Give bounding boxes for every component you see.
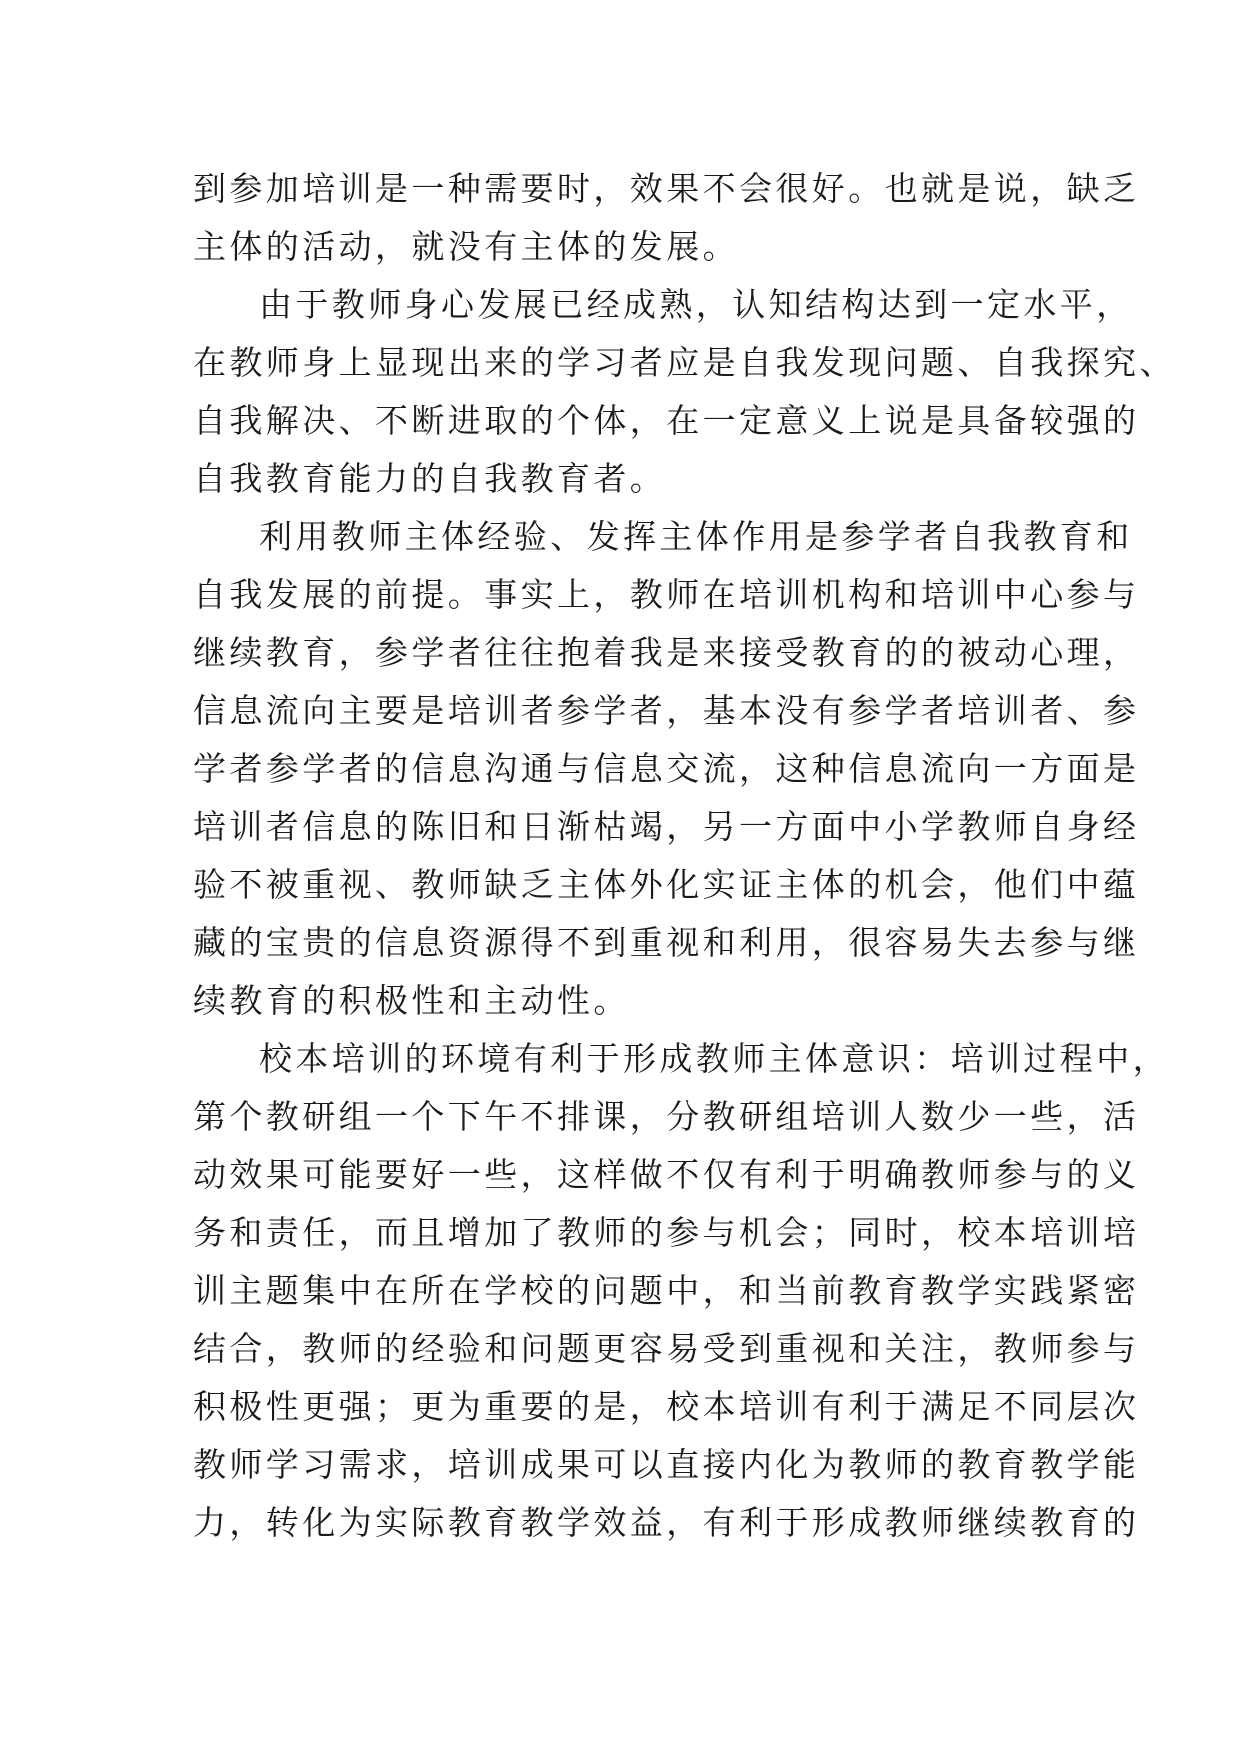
text-line: 学者参学者的信息沟通与信息交流，这种信息流向一方面是: [193, 749, 1140, 788]
text-line: 续教育的积极性和主动性。: [193, 981, 630, 1020]
text-line: 第个教研组一个下午不排课，分教研组培训人数少一些，活: [193, 1097, 1140, 1136]
text-line: 训主题集中在所在学校的问题中，和当前教育教学实践紧密: [193, 1271, 1140, 1310]
text-line: 结合，教师的经验和问题更容易受到重视和关注，教师参与: [193, 1329, 1140, 1368]
text-line: 校本培训的环境有利于形成教师主体意识：培训过程中，: [259, 1039, 1169, 1078]
text-line: 由于教师身心发展已经成熟，认知结构达到一定水平，: [259, 285, 1133, 324]
text-line: 验不被重视、教师缺乏主体外化实证主体的机会，他们中蕴: [193, 865, 1140, 904]
text-line: 务和责任，而且增加了教师的参与机会；同时，校本培训培: [193, 1213, 1140, 1252]
text-line: 继续教育，参学者往往抱着我是来接受教育的的被动心理，: [193, 633, 1140, 672]
text-line: 藏的宝贵的信息资源得不到重视和利用，很容易失去参与继: [193, 923, 1140, 962]
text-line: 到参加培训是一种需要时，效果不会很好。也就是说，缺乏: [193, 169, 1140, 208]
text-line: 教师学习需求，培训成果可以直接内化为教师的教育教学能: [193, 1445, 1140, 1484]
text-line: 信息流向主要是培训者参学者，基本没有参学者培训者、参: [193, 691, 1140, 730]
text-line: 动效果可能要好一些，这样做不仅有利于明确教师参与的义: [193, 1155, 1140, 1194]
text-line: 培训者信息的陈旧和日渐枯竭，另一方面中小学教师自身经: [193, 807, 1140, 846]
text-line: 自我解决、不断进取的个体，在一定意义上说是具备较强的: [193, 401, 1140, 440]
text-line: 力，转化为实际教育教学效益，有利于形成教师继续教育的: [193, 1503, 1140, 1542]
text-line: 自我教育能力的自我教育者。: [193, 459, 667, 498]
text-line: 主体的活动，就没有主体的发展。: [193, 227, 739, 266]
document-body: [193, 160, 1176, 1552]
text-line: 利用教师主体经验、发挥主体作用是参学者自我教育和: [259, 517, 1133, 556]
text-line: 在教师身上显现出来的学习者应是自我发现问题、自我探究、: [193, 343, 1176, 382]
text-line: 自我发展的前提。事实上，教师在培训机构和培训中心参与: [193, 575, 1140, 614]
text-line: 积极性更强；更为重要的是，校本培训有利于满足不同层次: [193, 1387, 1140, 1426]
